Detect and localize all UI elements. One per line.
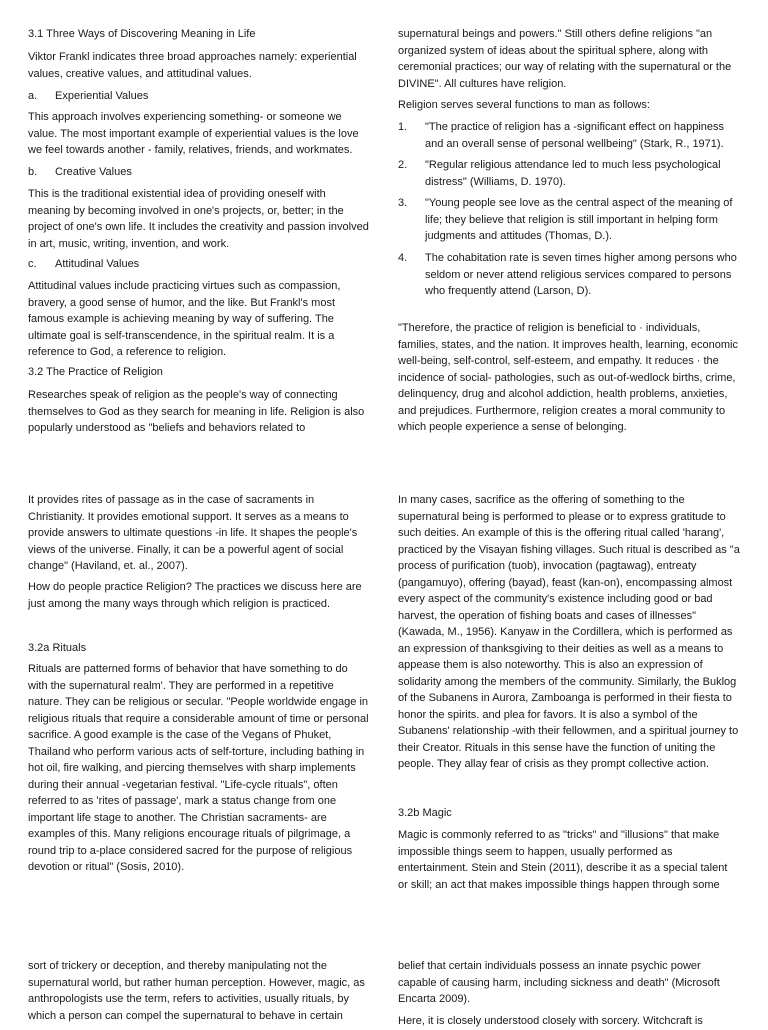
section-heading-3-2: 3.2 The Practice of Religion xyxy=(28,366,163,378)
paragraph-supernatural: supernatural beings and powers." Still others define religions "an organized system of ideas about the spiritual sphere, along with ceremonial practices; our way of relating with the supernatural or the DIVINE". All cultures have religion. xyxy=(398,28,732,90)
paragraph-frankl: Viktor Frankl indicates three broad approaches namely: experiential values, creative values, and attitudinal values. xyxy=(28,51,357,80)
paragraph-creative: This is the traditional existential idea of providing oneself with meaning by becoming involved in one's projects, or, better; in the project of one's own life. It includes the creativity and passion involved in art, music, writing, invention, and work. xyxy=(28,188,369,250)
list-marker: c. xyxy=(28,258,37,270)
paragraph-sacrifice: In many cases, sacrifice as the offering of something to the supernatural being is performed to please or to express gratitude to such deities. An example of this is the offering ritual called 'harang', practiced by the Visayan fishing villages. Such ritual is described as "a process of purification (tuob), invocation (pagtawag), entreaty (pangamuyo), offering (bayad), feast (kan-on), encompassing almost every aspect of the community's existence including good or bad harvest, the operation of fishing boats and cases of illnesses" (Kawada, M., 1956). Kanyaw in the Cordillera, which is performed as an expression of thanksgiving to their deities as well as a means to appease them is also noteworthy. This is also an expression of solidarity among the members of the community. Similarly, the Buklog of the Subanens in Aurora, Zamboanga is performed in their fiesta to honor the spirits. and plea for favors. It is also a symbol of the Subanens' relationship -with their fellowmen, and a spiritual journey to their Creator. Rituals in this sense have the function of uniting the people. They allay fear of crisis as they prompt collective action. xyxy=(398,494,740,770)
list-marker: 2. xyxy=(398,159,408,171)
paragraph-functions: Religion serves several functions to man as follows: xyxy=(398,99,650,111)
paragraph-attitudinal: Attitudinal values include practicing virtues such as compassion, bravery, a good sense of humor, and the like. But Frankl's most famous example is achieving meaning by way of suffering. The ultimate goal is self-transcendence, in the spiritual realm. It is a reference to God, a reference to religion. xyxy=(28,280,341,358)
list-item-text: The cohabitation rate is seven times higher among persons who seldom or never attend religious services compared to persons who frequently attend (Larson, D). xyxy=(425,252,737,297)
section-heading-3-2a: 3.2a Rituals xyxy=(28,642,87,654)
section-heading-3-1: 3.1 Three Ways of Discovering Meaning in Life xyxy=(28,28,256,40)
subheading-attitudinal: Attitudinal Values xyxy=(55,258,140,270)
list-item-1 xyxy=(398,119,740,152)
list-item-text: "The practice of religion has a -significant effect on happiness and an overall sense of personal wellbeing" (Stark, R., 1971). xyxy=(425,121,725,150)
paragraph-sorcery: Here, it is closely understood closely with sorcery. Witchcraft is xyxy=(398,1015,703,1027)
section-heading-3-2b: 3.2b Magic xyxy=(398,807,452,819)
list-item-4 xyxy=(398,250,740,300)
list-item-experiential xyxy=(28,88,370,105)
list-marker: 4. xyxy=(398,252,408,264)
list-marker: a. xyxy=(28,90,38,102)
list-marker: 3. xyxy=(398,197,408,209)
paragraph-rituals: Rituals are patterned forms of behavior that have something to do with the supernatural realm'. They are performed in a repetitive nature. They can be religious or secular. "People worldwide engage in religious rituals that require a considerable amount of time or personal sacrifice. A good example is the case of the Vegans of Phuket, Thailand who perform various acts of self-torture, including bathing in hot oil, fire walking, and piercing themselves with sharp implements during their annual -vegetarian festival. "Life-cycle rituals", often referred to as 'rites of passage', mark a status change from one important life stage to another. The Christian sacraments- are examples of this. Many religions encourage rituals of pilgrimage, a round trip to a-place considered sacred for the purpose of religious devotion or ritual" (Sosis, 2010). xyxy=(28,663,369,873)
paragraph-magic: Magic is commonly referred to as "tricks" and "illusions" that make impossible things seem to happen, usually performed as entertainment. Stein and Stein (2011), describe it as a special talent or skill; an act that makes impossible things happen through some xyxy=(398,829,728,891)
paragraph-researches: Researches speak of religion as the people's way of connecting themselves to God as they search for meaning in life. Religion is also popularly understood as "beliefs and behaviors related to xyxy=(28,389,365,434)
list-marker: 1. xyxy=(398,121,408,133)
subheading-creative: Creative Values xyxy=(55,166,132,178)
subheading-experiential: Experiential Values xyxy=(55,90,149,102)
list-item-text: "Young people see love as the central aspect of the meaning of life; they believe that religion is still important in helping form judgments and attitudes (Thomas, D.). xyxy=(425,197,733,242)
paragraph-experiential: This approach involves experiencing something- or someone we value. The most important example of experiential values is the love we feel towards another - family, relatives, friends, and workmates. xyxy=(28,111,359,156)
list-item-text: "Regular religious attendance led to much less psychological distress" (Williams, D. 1970). xyxy=(425,159,721,188)
paragraph-how-practice: How do people practice Religion? The practices we discuss here are just among the many ways through which religion is practiced. xyxy=(28,581,362,610)
paragraph-rites-of-passage: It provides rites of passage as in the case of sacraments in Christianity. It provides emotional support. It serves as a means to provide answers to ultimate questions -in life. It shapes the people's views of the universe. Finally, it can be a powerful agent of social change" (Haviland, et. al., 2007). xyxy=(28,494,358,572)
paragraph-therefore: "Therefore, the practice of religion is beneficial to · individuals, families, states, and the nation. It improves health, learning, economic well-being, self-control, self-esteem, and empathy. It reduces · the incidence of social- pathologies, such as out-of-wedlock births, crime, delinquency, drug and alcohol addiction, health problems, anxieties, and prejudices. Furthermore, religion creates a moral community to which people experience a sense of belonging. xyxy=(398,322,738,433)
list-marker: b. xyxy=(28,166,38,178)
list-item-2 xyxy=(398,157,740,190)
list-item-3 xyxy=(398,195,740,245)
paragraph-trickery: sort of trickery or deception, and thereby manipulating not the supernatural world, but rather human perception. However, magic, as anthropologists use the term, refers to activities, usually rituals, by which a person can compel the supernatural to behave in certain xyxy=(28,960,365,1022)
paragraph-belief: belief that certain individuals possess an innate psychic power capable of causing harm, including sickness and death" (Microsoft Encarta 2009). xyxy=(398,960,720,1005)
list-item-creative xyxy=(28,164,370,181)
list-item-attitudinal xyxy=(28,256,370,273)
